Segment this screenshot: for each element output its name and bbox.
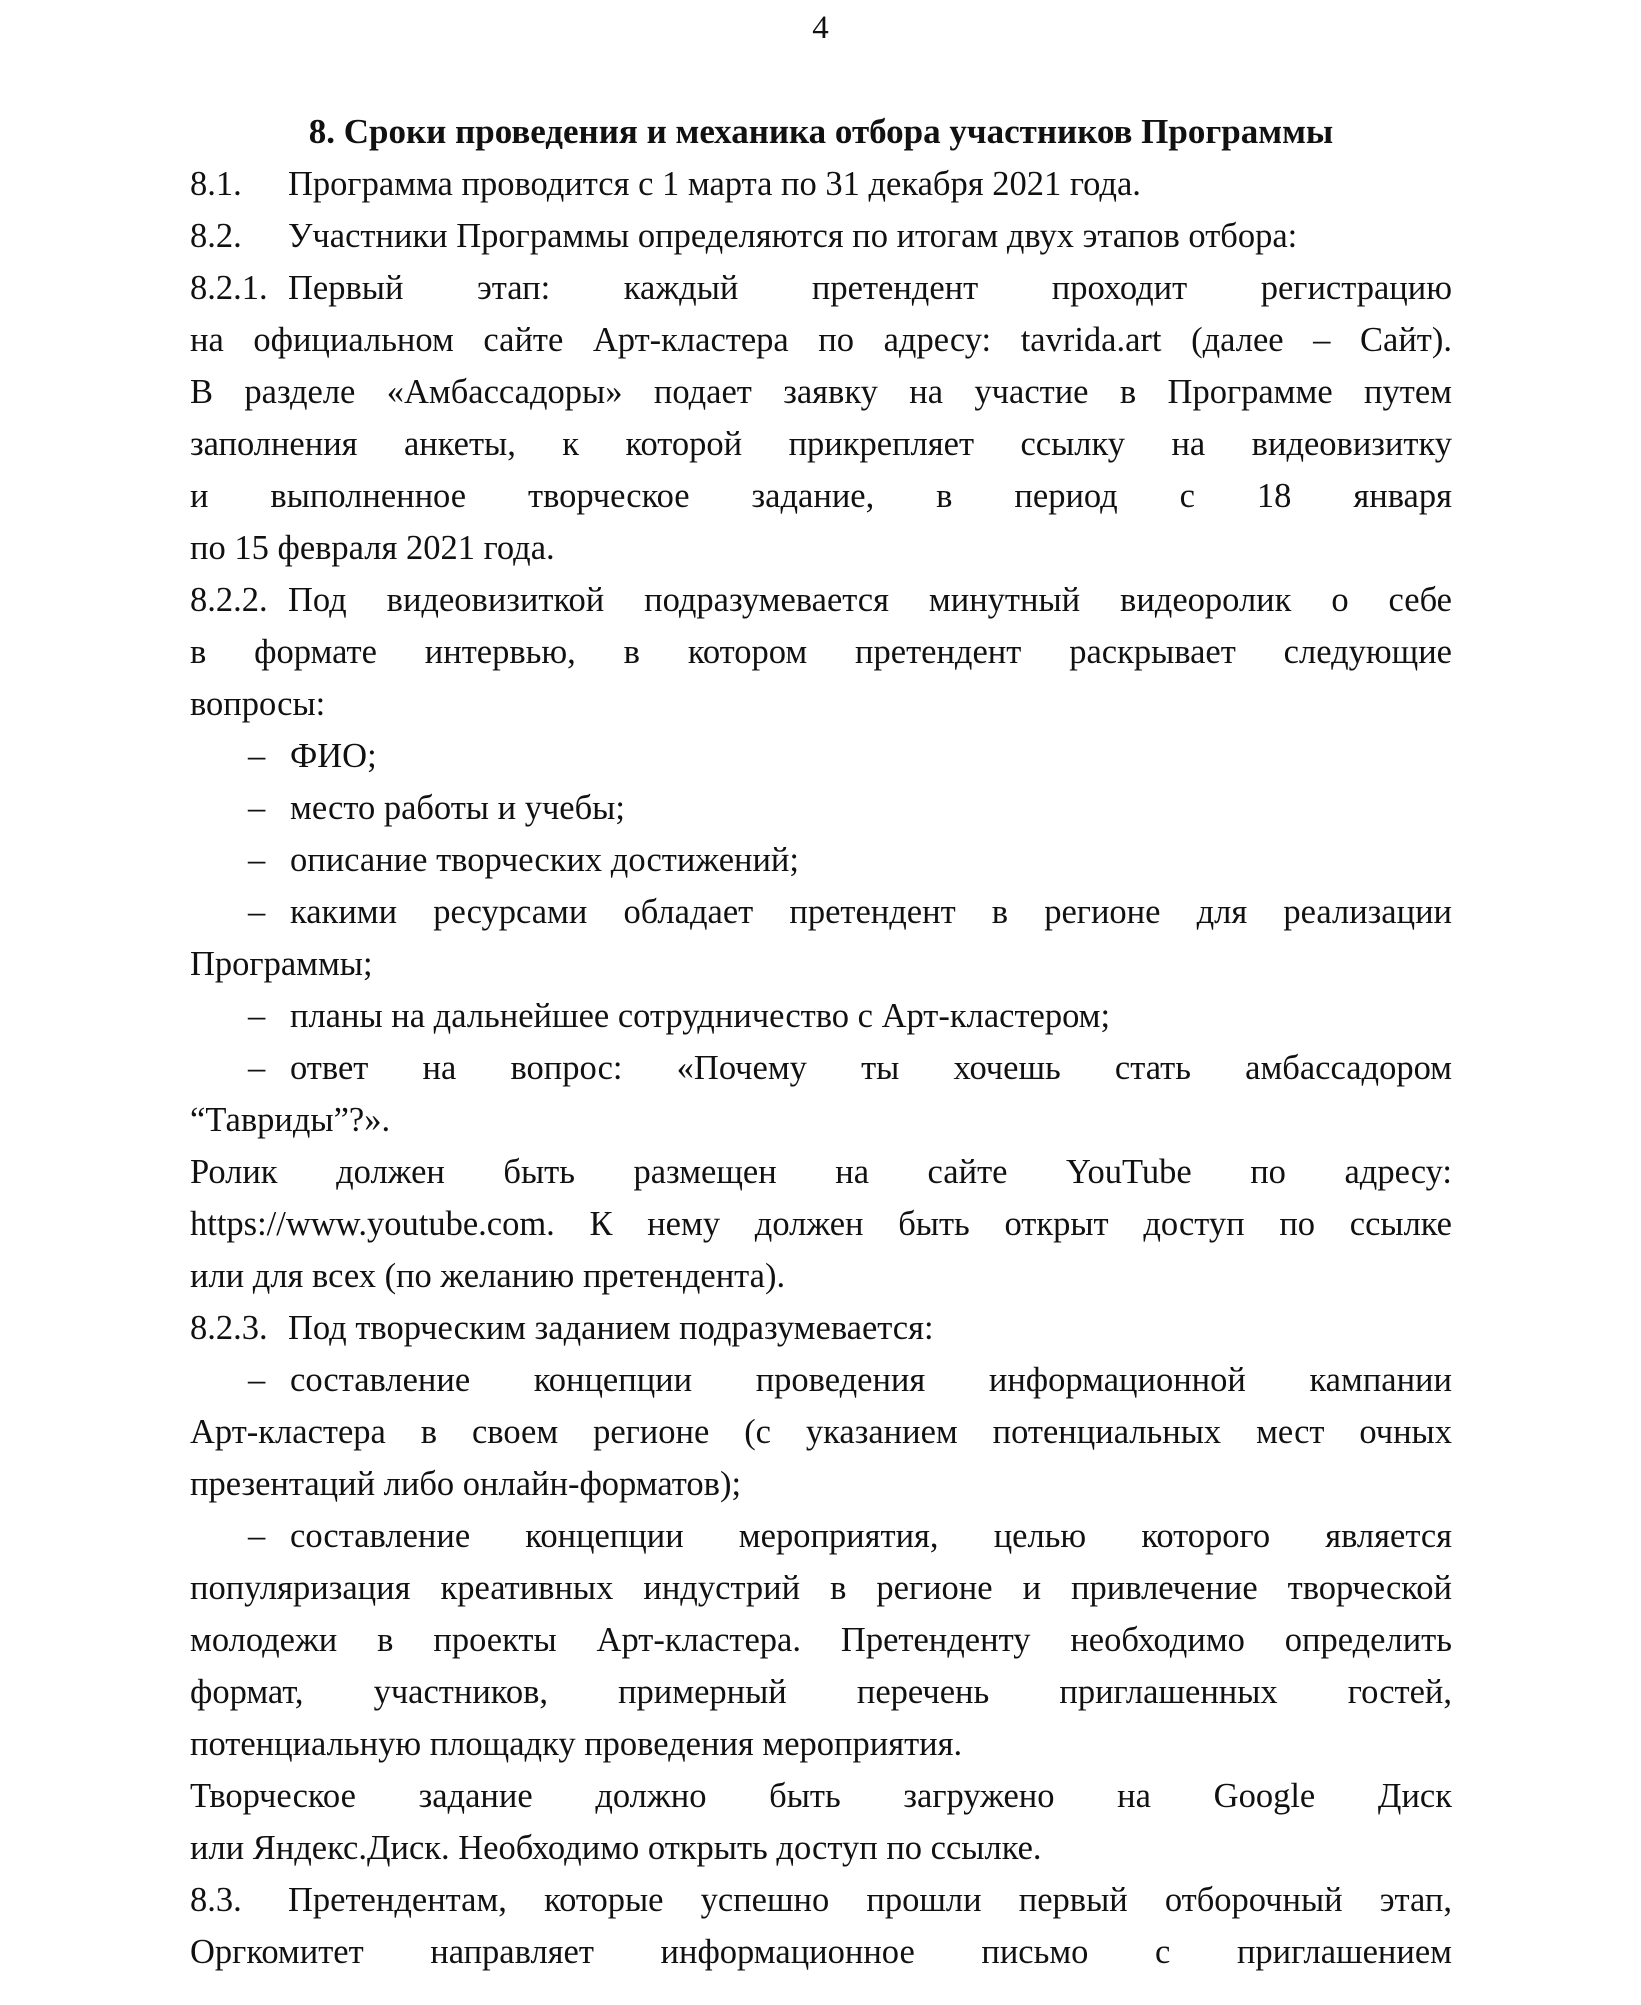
list-item — [190, 1510, 1452, 1562]
text-line: Программы; — [190, 945, 373, 983]
text-line: популяризация креативных индустрий в регионе и привлечение творческой — [190, 1569, 1452, 1607]
clause-number: 8.2.3. — [190, 1309, 268, 1347]
clause-8-3 — [190, 1874, 1452, 1926]
text-line: или для всех (по желанию претендента). — [190, 1257, 786, 1295]
text-line: потенциальную площадку проведения мероприятия. — [190, 1725, 963, 1763]
text-line: Ролик должен быть размещен на сайте YouTube по адресу: — [190, 1153, 1452, 1191]
list-item-text: место работы и учебы; — [290, 789, 625, 827]
list-item-text: составление концепции проведения информационной кампании — [290, 1361, 1452, 1399]
clause-8-2-1 — [190, 262, 1452, 314]
list-item-text: какими ресурсами обладает претендент в регионе для реализации — [290, 893, 1452, 931]
text-line: вопросы: — [190, 685, 326, 723]
list-item — [190, 990, 1452, 1042]
clause-text: Под видеовизиткой подразумевается минутный видеоролик о себе — [288, 581, 1452, 619]
text-line: заполнения анкеты, к которой прикрепляет ссылку на видеовизитку — [190, 425, 1452, 463]
clause-number: 8.2.1. — [190, 269, 268, 307]
list-item — [190, 1354, 1452, 1406]
text-line: на официальном сайте Арт-кластера по адресу: tavrida.art (далее – Сайт). — [190, 321, 1452, 359]
text-line: формат, участников, примерный перечень приглашенных гостей, — [190, 1673, 1452, 1711]
dash-bullet: – — [248, 1361, 266, 1399]
clause-number: 8.1. — [190, 165, 242, 203]
text-line: по 15 февраля 2021 года. — [190, 529, 555, 567]
dash-bullet: – — [248, 997, 266, 1035]
list-item — [190, 730, 1452, 782]
clause-number: 8.2. — [190, 217, 242, 255]
text-line: Творческое задание должно быть загружено на Google Диск — [190, 1777, 1452, 1815]
clause-8-2-2 — [190, 574, 1452, 626]
list-item-text: планы на дальнейшее сотрудничество с Арт-кластером; — [290, 997, 1111, 1035]
list-item — [190, 834, 1452, 886]
section-heading: 8. Сроки проведения и механика отбора участников Программы — [308, 112, 1334, 151]
clause-8-1 — [190, 158, 1452, 210]
document-body — [190, 106, 1452, 1978]
clause-text: Программа проводится с 1 марта по 31 декабря 2021 года. — [288, 165, 1141, 203]
text-line: “Тавриды”?». — [190, 1101, 391, 1139]
dash-bullet: – — [248, 1049, 266, 1087]
text-line: Оргкомитет направляет информационное письмо с приглашением — [190, 1933, 1452, 1971]
clause-number: 8.2.2. — [190, 581, 268, 619]
text-line: В разделе «Амбассадоры» подает заявку на участие в Программе путем — [190, 373, 1452, 411]
list-item-text: составление концепции мероприятия, целью которого является — [290, 1517, 1452, 1555]
clause-text: Первый этап: каждый претендент проходит регистрацию — [288, 269, 1452, 307]
clause-number: 8.3. — [190, 1881, 242, 1919]
clause-8-2-3 — [190, 1302, 1452, 1354]
page-number: 4 — [812, 10, 829, 46]
list-item-text: ответ на вопрос: «Почему ты хочешь стать амбассадором — [290, 1049, 1452, 1087]
text-line: Арт-кластера в своем регионе (с указанием потенциальных мест очных — [190, 1413, 1452, 1451]
text-line: презентаций либо онлайн-форматов); — [190, 1465, 742, 1503]
text-line: https://www.youtube.com. К нему должен быть открыт доступ по ссылке — [190, 1205, 1452, 1243]
dash-bullet: – — [248, 737, 266, 775]
list-item — [190, 1042, 1452, 1094]
clause-text: Претендентам, которые успешно прошли первый отборочный этап, — [288, 1881, 1452, 1919]
text-line: молодежи в проекты Арт-кластера. Претенденту необходимо определить — [190, 1621, 1452, 1659]
list-item-text: описание творческих достижений; — [290, 841, 799, 879]
text-line: в формате интервью, в котором претендент раскрывает следующие — [190, 633, 1452, 671]
dash-bullet: – — [248, 1517, 266, 1555]
text-line: и выполненное творческое задание, в период с 18 января — [190, 477, 1452, 515]
clause-8-2 — [190, 210, 1452, 262]
text-line: или Яндекс.Диск. Необходимо открыть доступ по ссылке. — [190, 1829, 1042, 1867]
dash-bullet: – — [248, 789, 266, 827]
list-item — [190, 782, 1452, 834]
clause-text: Под творческим заданием подразумевается: — [288, 1309, 934, 1347]
dash-bullet: – — [248, 893, 266, 931]
dash-bullet: – — [248, 841, 266, 879]
list-item-text: ФИО; — [290, 737, 377, 775]
clause-text: Участники Программы определяются по итогам двух этапов отбора: — [288, 217, 1298, 255]
list-item — [190, 886, 1452, 938]
